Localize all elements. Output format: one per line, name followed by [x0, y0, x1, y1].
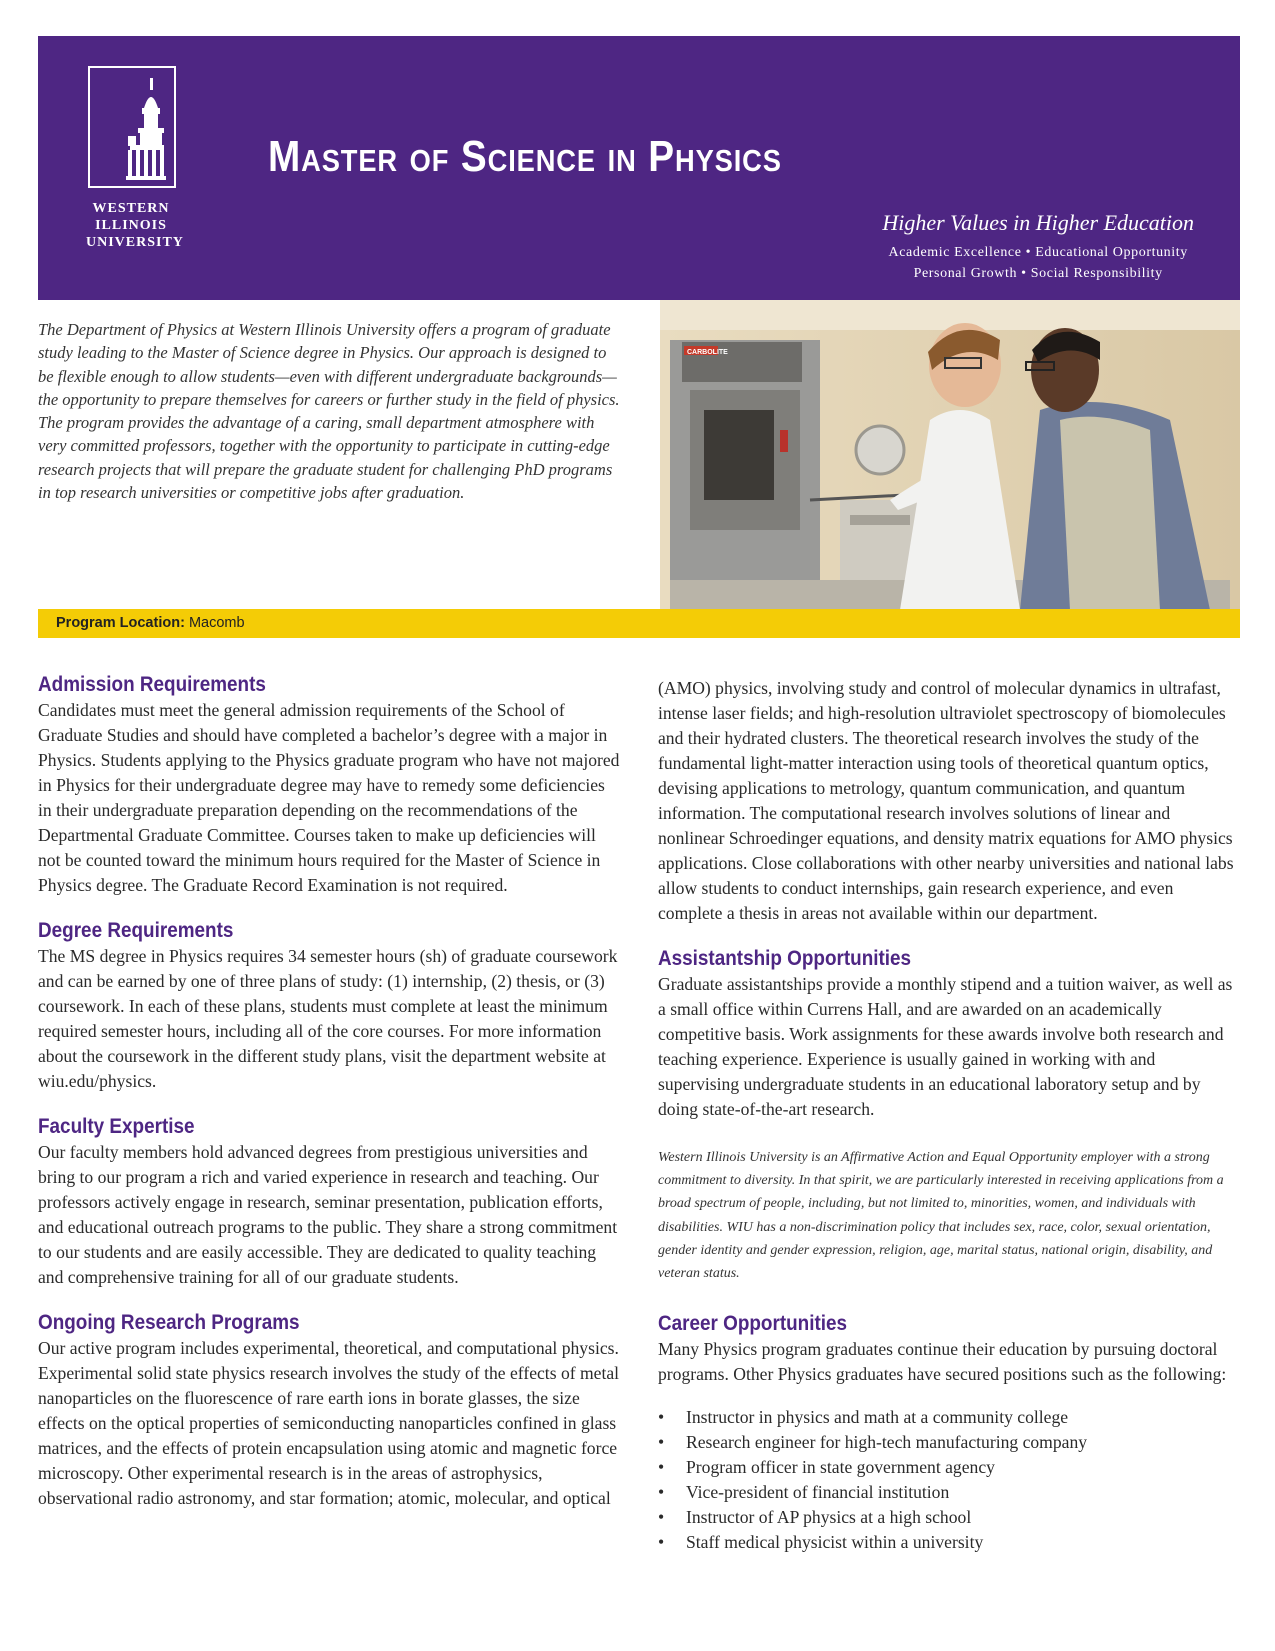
- university-logo[interactable]: [88, 66, 184, 251]
- program-location-label: Program Location:: [56, 615, 185, 631]
- section-body: Many Physics program graduates continue their education by pursuing doctoral programs. Other Physics graduates have secured positions such as the following:: [658, 1339, 1227, 1385]
- section-body: The MS degree in Physics requires 34 semester hours (sh) of graduate coursework and can be earned by one of three plans of study: (1) internship, (2) thesis, or (3) coursework. In each of these plans, students must complete at least the minimum required semester hours, including all of the core courses. For more information about the coursework in the different study plans, visit the department website at wiu.edu/physics.: [38, 946, 618, 1091]
- career-list: [658, 1405, 1240, 1555]
- section-body: (AMO) physics, involving study and control of molecular dynamics in ultrafast, intense laser fields; and high-resolution ultraviolet spectroscopy of biomolecules and their hydrated clusters. The theoretical research involves the study of the fundamental light-matter interaction using tools of theoretical quantum optics, devising applications to metrology, quantum communication, and quantum information. The computational research involves solutions of linear and nonlinear Schroedinger equations, and density matrix equations for AMO physics applications. Close collaborations with other nearby universities and national labs allow students to conduct internships, gain research experience, and even complete a thesis in areas not available within our department.: [658, 678, 1234, 923]
- wordmark-line: UNIVERSITY: [86, 235, 184, 250]
- list-item-text: Program officer in state government agency: [686, 1457, 995, 1478]
- list-item-text: Vice-president of financial institution: [686, 1482, 950, 1503]
- lab-photo-graphic: [660, 300, 1240, 610]
- degree-section: [38, 918, 620, 1094]
- tower-icon-graphic: [90, 68, 174, 186]
- list-item: [658, 1530, 1240, 1555]
- career-section: [658, 1311, 1240, 1555]
- list-item: [658, 1505, 1240, 1530]
- bullet-icon: •: [658, 1457, 665, 1478]
- section-body: Our active program includes experimental, theoretical, and computational physics. Experimental solid state physics research involves the study of the effects of metal nanoparticles on the fluorescence of rare earth ions in borate glasses, the size effects on the optical properties of semiconducting nanoparticles confined in glass matrices, and the effects of protein encapsulation using atomic and magnetic force microscopy. Other experimental research is in the areas of astrophysics, observational radio astronomy, and star formation; atomic, molecular, and optical: [38, 1338, 620, 1508]
- page-title: Master of Science in Physics: [268, 132, 782, 181]
- wordmark-line: WESTERN: [92, 201, 170, 216]
- list-item-text: Staff medical physicist within a university: [686, 1532, 984, 1553]
- assistantship-section: [658, 946, 1240, 1122]
- section-heading: Ongoing Research Programs: [38, 1311, 300, 1334]
- left-column: [38, 672, 620, 1531]
- list-item: [658, 1405, 1240, 1430]
- wordmark-line: ILLINOIS: [95, 218, 167, 233]
- list-item: [658, 1480, 1240, 1505]
- research-continued: [658, 676, 1240, 926]
- intro-paragraph: The Department of Physics at Western Illinois University offers a program of graduate study leading to the Master of Science degree in Physics. Our approach is designed to be flexible enough to allow students—even with different undergraduate backgrounds—the opportunity to prepare themselves for careers or further study in the field of physics. The program provides the advantage of a caring, small department atmosphere with very committed professors, together with the opportunity to participate in cutting-edge research projects that will prepare the graduate student for challenging PhD programs in top research universities or competitive jobs after graduation.: [38, 320, 620, 503]
- values-line: Academic Excellence • Educational Opportunity: [888, 245, 1188, 260]
- section-heading: Admission Requirements: [38, 673, 266, 696]
- section-body: Candidates must meet the general admission requirements of the School of Graduate Studies and should have completed a bachelor’s degree with a major in Physics. Students applying to the Physics graduate program who have not majored in Physics for their undergraduate degree may have to remedy some deficiencies in their undergraduate preparation depending on the recommendations of the Departmental Graduate Committee. Courses taken to make up deficiencies will not be counted toward the minimum hours required for the Master of Science in Physics degree. The Graduate Record Examination is not required.: [38, 700, 620, 895]
- section-heading: Career Opportunities: [658, 1312, 848, 1336]
- right-column: [658, 676, 1240, 1555]
- bullet-icon: •: [658, 1482, 665, 1503]
- header-banner: [38, 36, 1240, 300]
- section-body: Our faculty members hold advanced degrees from prestigious universities and bring to our program a rich and varied experience in research and teaching. Our professors actively engage in research, seminar presentation, publication efforts, and educational outreach programs to the public. They share a strong commitment to our students and are easily accessible. They are dedicated to quality teaching and comprehensive training for all of our graduate students.: [38, 1142, 618, 1287]
- bullet-icon: •: [658, 1532, 665, 1553]
- eeo-statement: Western Illinois University is an Affirmative Action and Equal Opportunity employer with a strong commitment to diversity. In that spirit, we are particularly interested in receiving applications from a broad spectrum of people, including, but not limited to, minorities, women, and individuals with disabilities. WIU has a non-discrimination policy that includes sex, race, color, sexual orientation, gender identity and gender expression, religion, age, marital status, national origin, disability, and veteran status.: [658, 1150, 1224, 1282]
- section-heading: Degree Requirements: [38, 919, 234, 942]
- faculty-section: [38, 1114, 620, 1290]
- tower-icon: [88, 66, 176, 188]
- values-line: Personal Growth • Social Responsibility: [913, 266, 1163, 281]
- list-item: [658, 1430, 1240, 1455]
- section-body: Graduate assistantships provide a monthly stipend and a tuition waiver, as well as a small office within Currens Hall, and are awarded on an academically competitive basis. Work assignments for these awards involve both research and teaching experience. Experience is usually gained in working with and supervising undergraduate students in an educational laboratory setup and by doing state-of-the-art research.: [658, 974, 1233, 1119]
- section-heading: Faculty Expertise: [38, 1115, 195, 1138]
- furnace-label: CARBOLITE: [687, 349, 728, 356]
- list-item-text: Instructor of AP physics at a high school: [686, 1507, 972, 1528]
- tagline-block: [882, 210, 1194, 284]
- tagline: Higher Values in Higher Education: [882, 210, 1194, 235]
- list-item: [658, 1455, 1240, 1480]
- research-section: [38, 1310, 620, 1511]
- bullet-icon: •: [658, 1432, 665, 1453]
- program-location-value: Macomb: [188, 615, 245, 631]
- list-item-text: Research engineer for high-tech manufacturing company: [686, 1432, 1088, 1453]
- list-item-text: Instructor in physics and math at a community college: [686, 1407, 1069, 1428]
- bullet-icon: •: [658, 1407, 665, 1428]
- admission-section: [38, 672, 620, 898]
- section-heading: Assistantship Opportunities: [658, 947, 912, 970]
- program-location-bar: [38, 609, 1240, 638]
- lab-photo: [660, 300, 1240, 610]
- bullet-icon: •: [658, 1507, 665, 1528]
- university-wordmark: [86, 200, 184, 251]
